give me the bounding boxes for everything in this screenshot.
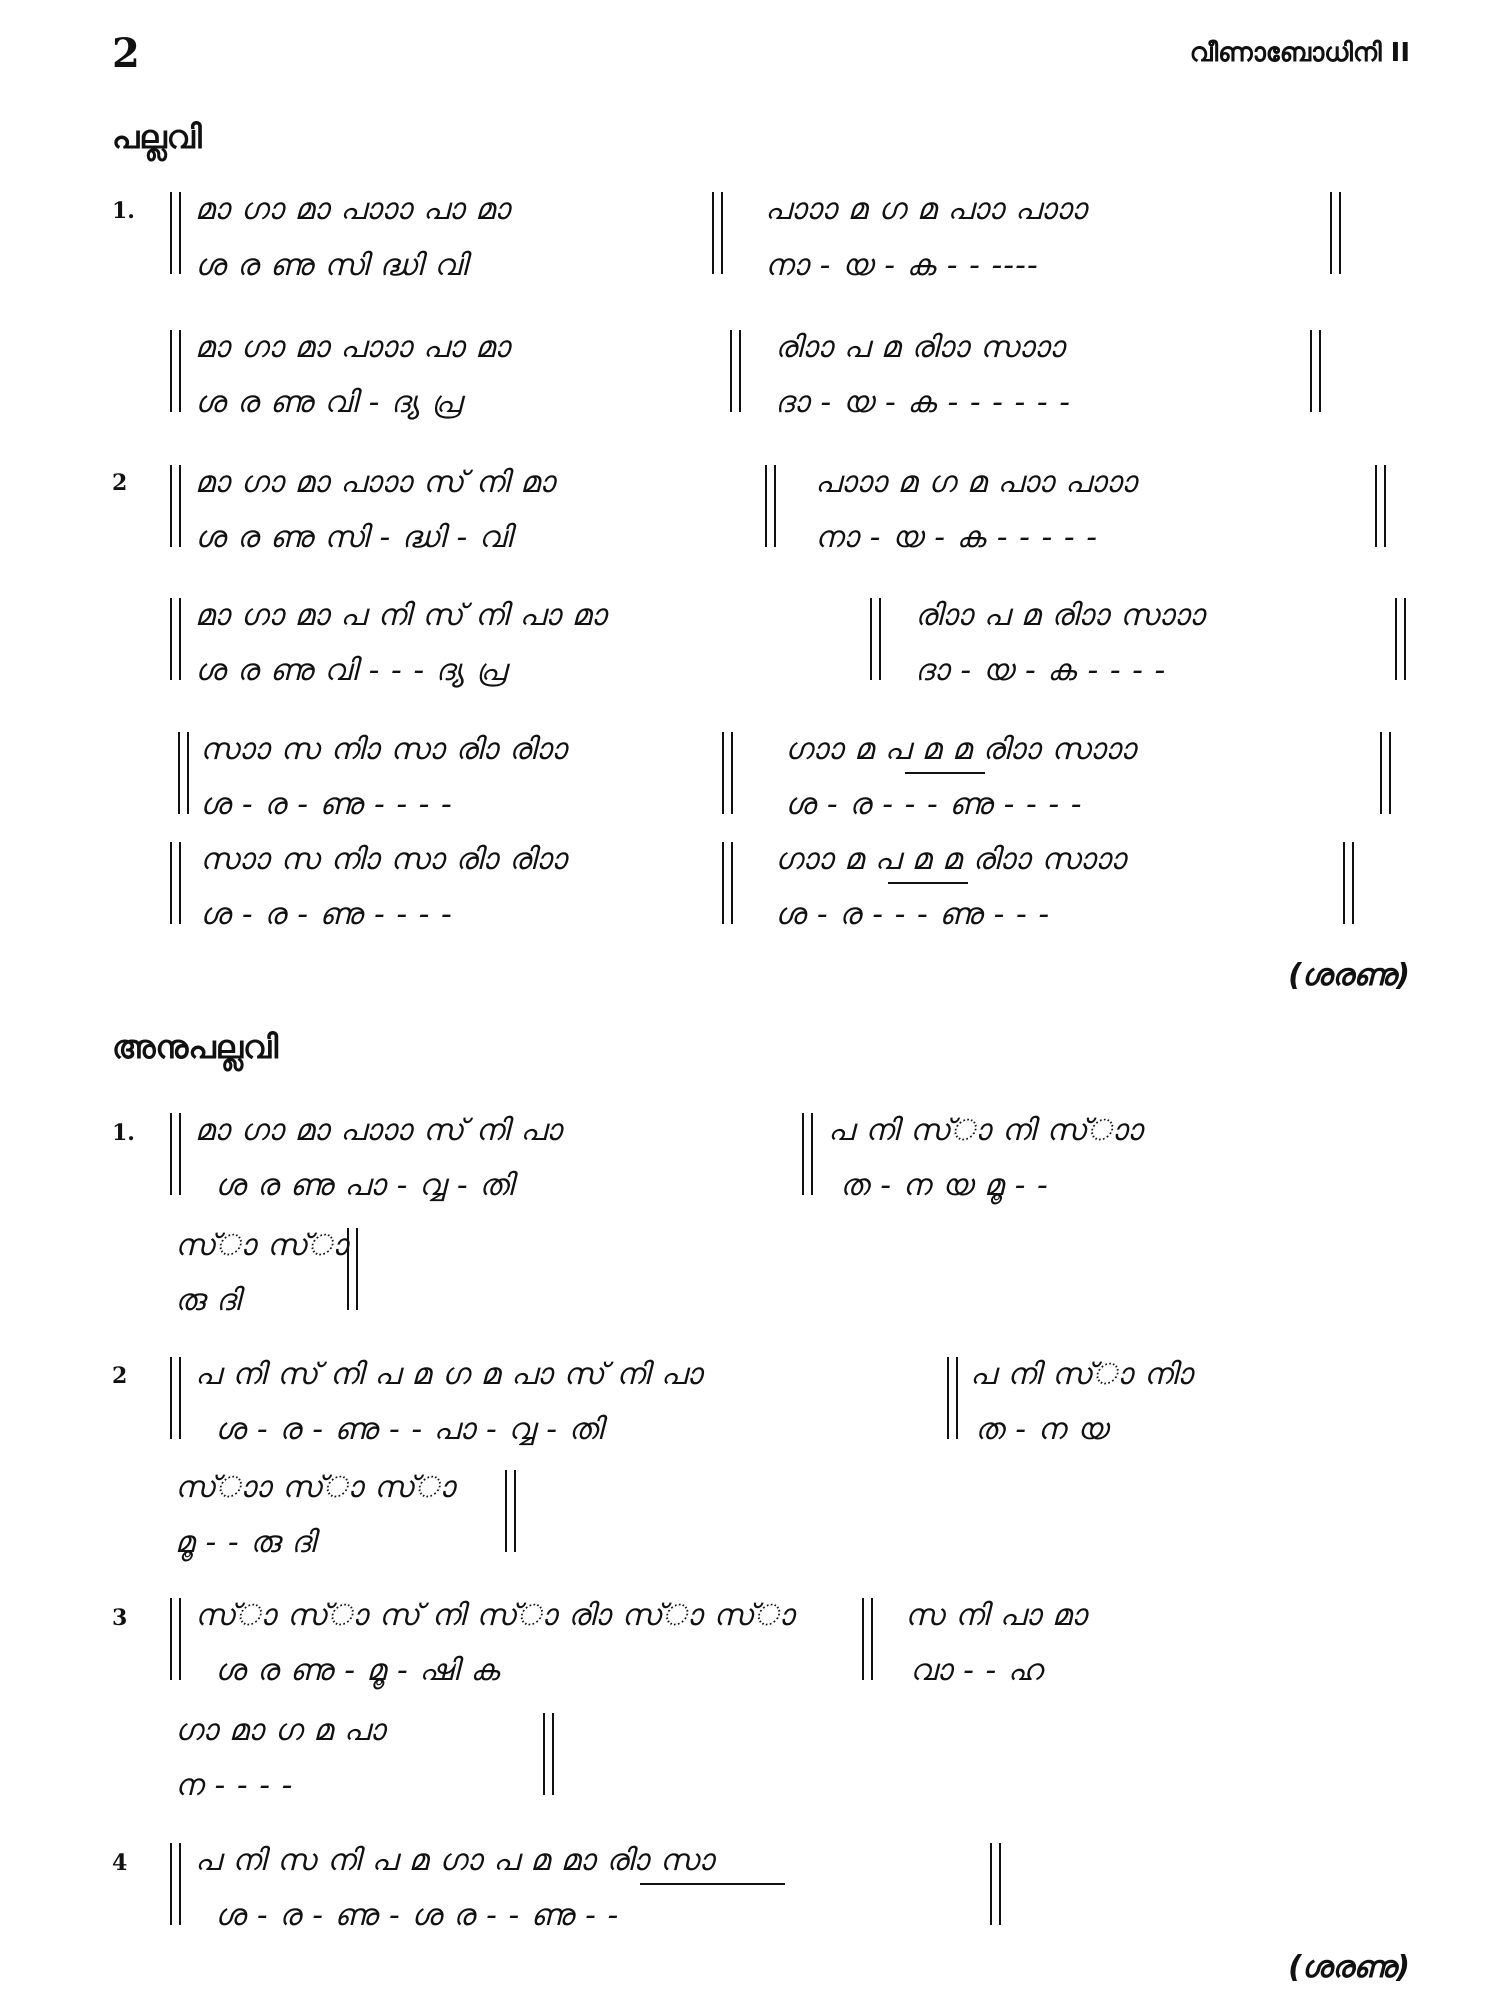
- swara-line: പ നി സ് നി പ മ ഗ മ പാ സ് നി പാ: [195, 1357, 703, 1392]
- swara-line: മാ ഗാ മാ പാാാ പാ മാ: [195, 330, 511, 365]
- sahitya-line: ന - - - -: [175, 1768, 294, 1803]
- swara-line: സ്ാ സ്ാ: [175, 1228, 349, 1263]
- swara-underline: [888, 882, 968, 884]
- bar-line: [170, 842, 181, 924]
- bar-line: [722, 842, 733, 924]
- bar-line: [802, 1113, 813, 1195]
- swara-line: ഗാാ മ പ മ മ രിാാ സാാാ: [775, 842, 1127, 877]
- sahitya-line: ശ - ര - ണു - - - -: [200, 787, 453, 822]
- sahitya-line: ദാ - യ - ക - - - - - -: [775, 385, 1071, 420]
- sahitya-line: രു ദി: [175, 1283, 241, 1318]
- bar-line: [1395, 598, 1406, 680]
- swara-line: പാാാ മ ഗ മ പാാ പാാാ: [815, 465, 1138, 500]
- swara-line: രിാാ പ മ രിാാ സാാാ: [775, 330, 1065, 365]
- bar-line: [730, 330, 741, 412]
- swara-line: ഗാ മാ ഗ മ പാ: [175, 1713, 386, 1748]
- bar-line: [170, 598, 181, 680]
- swara-line: സാാ സ നിാ സാ രിാ രിാാ: [200, 732, 568, 767]
- swara-underline: [640, 1883, 785, 1885]
- page-number: 2: [112, 30, 140, 77]
- sahitya-line: ശ - ര - - - ണു - - -: [775, 897, 1051, 932]
- sahitya-line: ശ - ര - ണു - ശ ര - - ണു - -: [215, 1898, 620, 1933]
- bar-line: [765, 465, 776, 547]
- bar-line: [722, 732, 733, 814]
- bar-line: [1310, 330, 1321, 412]
- swara-line: രിാാ പ മ രിാാ സാാാ: [915, 598, 1205, 633]
- anupallavi-item-number: 3: [112, 1605, 128, 1631]
- refrain-marker: (ശരണു): [1288, 1950, 1410, 1985]
- anupallavi-item-number: 4: [112, 1850, 128, 1876]
- section-title-pallavi: പല്ലവി: [112, 118, 202, 156]
- running-head-title: വീണാബോധിനി II: [1189, 38, 1410, 68]
- sahitya-line: ശ ര ണു വി - - - ദ്യ പ്ര: [195, 653, 507, 688]
- sahitya-line: ശ - ര - ണു - - പാ - വ്വ - തി: [215, 1412, 604, 1447]
- bar-line: [990, 1843, 1001, 1925]
- bar-line: [347, 1228, 358, 1310]
- anupallavi-item-number: 1.: [112, 1120, 135, 1146]
- swara-line: സ്ാാ സ്ാ സ്ാ: [175, 1470, 456, 1505]
- swara-line: പ നി സ്ാ നി സ്ാാ: [828, 1113, 1143, 1148]
- bar-line: [947, 1357, 958, 1439]
- swara-line: മാ ഗാ മാ പാാാ സ് നി പാ: [195, 1113, 563, 1148]
- sahitya-line: ശ ര ണു സി ദ്ധി വി: [195, 248, 468, 283]
- swara-line: സ്ാ സ്ാ സ് നി സ്ാ രിാ സ്ാ സ്ാ: [195, 1598, 795, 1633]
- bar-line: [170, 465, 181, 547]
- bar-line: [170, 1357, 181, 1439]
- swara-line: പാാാ മ ഗ മ പാാ പാാാ: [765, 192, 1088, 227]
- swara-line: സാാ സ നിാ സാ രിാ രിാാ: [200, 842, 568, 877]
- bar-line: [1330, 192, 1341, 274]
- swara-line: ഗാാ മ പ മ മ രിാാ സാാാ: [785, 732, 1137, 767]
- sahitya-line: ശ - ര - ണു - - - -: [200, 897, 453, 932]
- bar-line: [505, 1470, 516, 1552]
- sahitya-line: ശ ര ണു പാ - വ്വ - തി: [215, 1168, 515, 1203]
- sahitya-line: ശ ര ണു വി - ദ്യ പ്ര: [195, 385, 463, 420]
- sahitya-line: ദാ - യ - ക - - - -: [915, 653, 1167, 688]
- bar-line: [1380, 732, 1391, 814]
- sahitya-line: ശ - ര - - - ണു - - - -: [785, 787, 1083, 822]
- bar-line: [170, 330, 181, 412]
- sahitya-line: നാ - യ - ക - - ----: [765, 248, 1039, 283]
- bar-line: [862, 1598, 873, 1680]
- refrain-marker: (ശരണു): [1288, 958, 1410, 993]
- pallavi-item-number: 1.: [112, 198, 135, 224]
- sahitya-line: ത - ന യ മൂ - -: [840, 1168, 1049, 1203]
- sahitya-line: നാ - യ - ക - - - - -: [815, 520, 1098, 555]
- anupallavi-item-number: 2: [112, 1363, 128, 1389]
- swara-underline: [905, 772, 985, 774]
- swara-line: മാ ഗാ മാ പാാാ പാ മാ: [195, 192, 511, 227]
- sahitya-line: ത - ന യ: [975, 1412, 1109, 1447]
- bar-line: [543, 1713, 554, 1795]
- bar-line: [170, 1843, 181, 1925]
- bar-line: [178, 732, 189, 814]
- sahitya-line: മൂ - - രു ദി: [175, 1525, 316, 1560]
- swara-line: സ നി പാ മാ: [905, 1598, 1088, 1633]
- bar-line: [712, 192, 723, 274]
- bar-line: [870, 598, 881, 680]
- bar-line: [1343, 842, 1354, 924]
- pallavi-item-number: 2: [112, 470, 128, 496]
- bar-line: [170, 1598, 181, 1680]
- bar-line: [170, 192, 181, 274]
- sahitya-line: ശ ര ണു - മൂ - ഷി ക: [215, 1653, 500, 1688]
- swara-line: മാ ഗാ മാ പാാാ സ് നി മാ: [195, 465, 556, 500]
- swara-line: പ നി സ്ാ നിാ: [970, 1357, 1194, 1392]
- bar-line: [170, 1113, 181, 1195]
- sahitya-line: വാ - - ഹ: [910, 1653, 1044, 1688]
- swara-line: മാ ഗാ മാ പ നി സ് നി പാ മാ: [195, 598, 607, 633]
- sahitya-line: ശ ര ണു സി - ദ്ധി - വി: [195, 520, 513, 555]
- section-title-anupallavi: അനുപല്ലവി: [112, 1028, 279, 1066]
- bar-line: [1375, 465, 1386, 547]
- swara-line: പ നി സ നി പ മ ഗാ പ മ മാ രിാ സാ: [195, 1843, 715, 1878]
